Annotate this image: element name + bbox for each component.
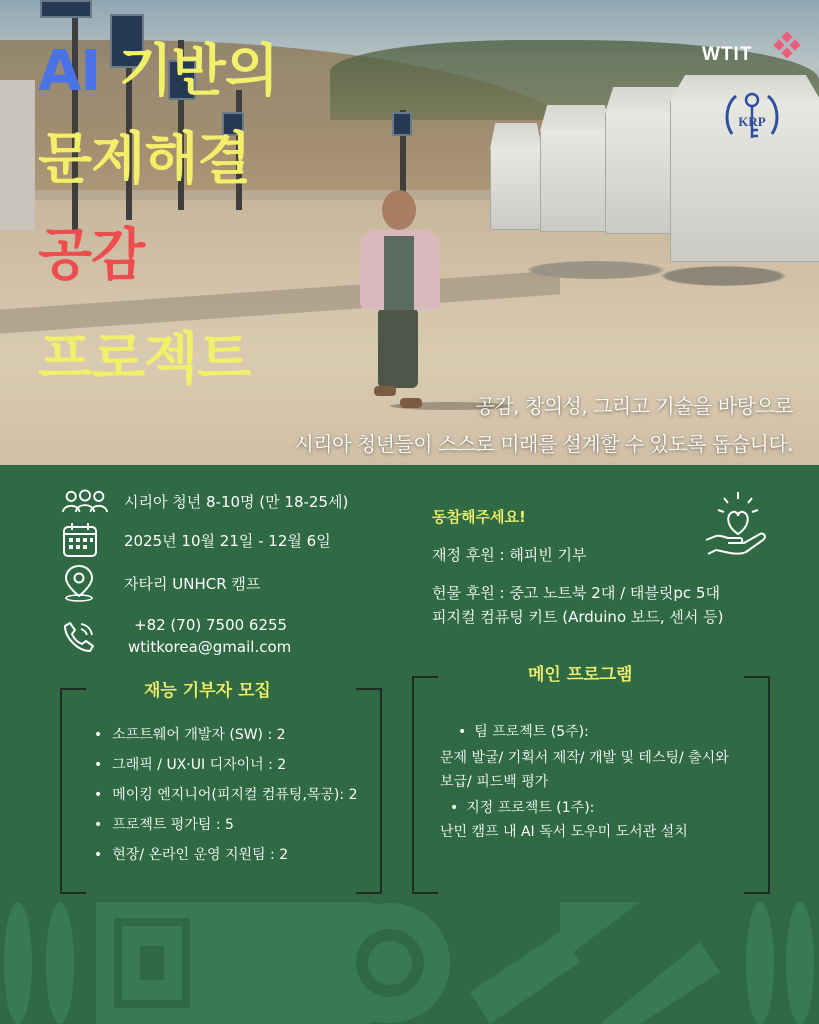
participants-text: 시리아 청년 8-10명 (만 18-25세) xyxy=(124,492,349,511)
assigned-project-label: • 지정 프로젝트 (1주): xyxy=(450,796,594,820)
program-title: 메인 프로그램 xyxy=(528,665,633,685)
email-address[interactable]: wtitkorea@gmail.com xyxy=(128,638,292,656)
team-project-desc-2: 보급/ 피드백 평가 xyxy=(440,774,549,790)
heart-hand-icon xyxy=(700,490,772,562)
phone-icon xyxy=(62,620,96,654)
list-item: • 프로젝트 평가팀 : 5 xyxy=(94,810,357,840)
title-ai: AI xyxy=(38,39,101,104)
geometric-pattern xyxy=(0,902,819,1024)
recruit-bracket-left xyxy=(60,688,86,894)
title-line-2: 문제해결 xyxy=(38,127,251,192)
info-dates xyxy=(62,523,331,557)
left-wall xyxy=(0,80,35,230)
wtit-logo-text: WTIT xyxy=(702,44,753,65)
wtit-mark-icon xyxy=(774,32,800,58)
calendar-icon xyxy=(62,522,98,558)
info-location xyxy=(62,566,260,600)
title-line-4: 프로젝트 xyxy=(38,327,251,392)
list-item: • 소프트웨어 개발자 (SW) : 2 xyxy=(94,720,357,750)
dates-text: 2025년 10월 21일 - 12월 6일 xyxy=(124,531,331,550)
program-bracket-right xyxy=(744,676,770,894)
list-item: • 현장/ 온라인 운영 지원팀 : 2 xyxy=(94,840,357,870)
krp-logo xyxy=(720,86,784,150)
child-figure xyxy=(350,190,450,410)
join-funding: 재정 후원 : 해피빈 기부 xyxy=(432,546,587,564)
solar-panel xyxy=(40,0,92,18)
phone-number[interactable]: +82 (70) 7500 6255 xyxy=(134,616,288,634)
list-item: • 그래픽 / UX·UI 디자이너 : 2 xyxy=(94,750,357,780)
people-icon xyxy=(62,488,108,514)
tent xyxy=(490,148,542,230)
title-based: 기반의 xyxy=(100,39,278,104)
title-line-3: 공감 xyxy=(38,223,145,288)
solar-panel xyxy=(392,112,412,136)
rocks xyxy=(500,240,819,300)
program-bracket-left xyxy=(412,676,438,894)
contact-block xyxy=(128,614,291,658)
tagline-line-1: 공감, 창의성, 그리고 기술을 바탕으로 xyxy=(475,394,793,418)
recruit-bracket-right xyxy=(356,688,382,894)
info-participants xyxy=(62,484,348,518)
join-donation: 헌물 후원 : 중고 노트북 2대 / 태블릿pc 5대 xyxy=(432,584,720,602)
team-project-desc-1: 문제 발굴/ 기획서 제작/ 개발 및 테스팅/ 출시와 xyxy=(440,750,729,766)
join-title: 동참해주세요! xyxy=(432,508,526,526)
solar-pole xyxy=(72,0,78,230)
tent xyxy=(540,130,612,232)
recruit-list xyxy=(94,720,357,870)
location-pin-icon xyxy=(62,564,96,602)
svg-text:KRP: KRP xyxy=(738,114,766,129)
location-text: 자타리 UNHCR 캠프 xyxy=(124,574,261,593)
title-line-1 xyxy=(38,40,278,104)
tagline-line-2: 시리아 청년들이 스스로 미래를 설계할 수 있도록 돕습니다. xyxy=(294,432,793,456)
join-kit: 피지컬 컴퓨팅 키트 (Arduino 보드, 센서 등) xyxy=(432,608,724,626)
recruit-title: 재능 기부자 모집 xyxy=(144,681,271,701)
assigned-project-desc: 난민 캠프 내 AI 독서 도우미 도서관 설치 xyxy=(440,824,688,840)
wtit-logo xyxy=(702,30,802,70)
list-item: • 메이킹 엔지니어(피지컬 컴퓨팅,목공): 2 xyxy=(94,780,357,810)
info-phone-icon-row xyxy=(62,620,108,654)
team-project-label: • 팀 프로젝트 (5주): xyxy=(458,720,589,744)
